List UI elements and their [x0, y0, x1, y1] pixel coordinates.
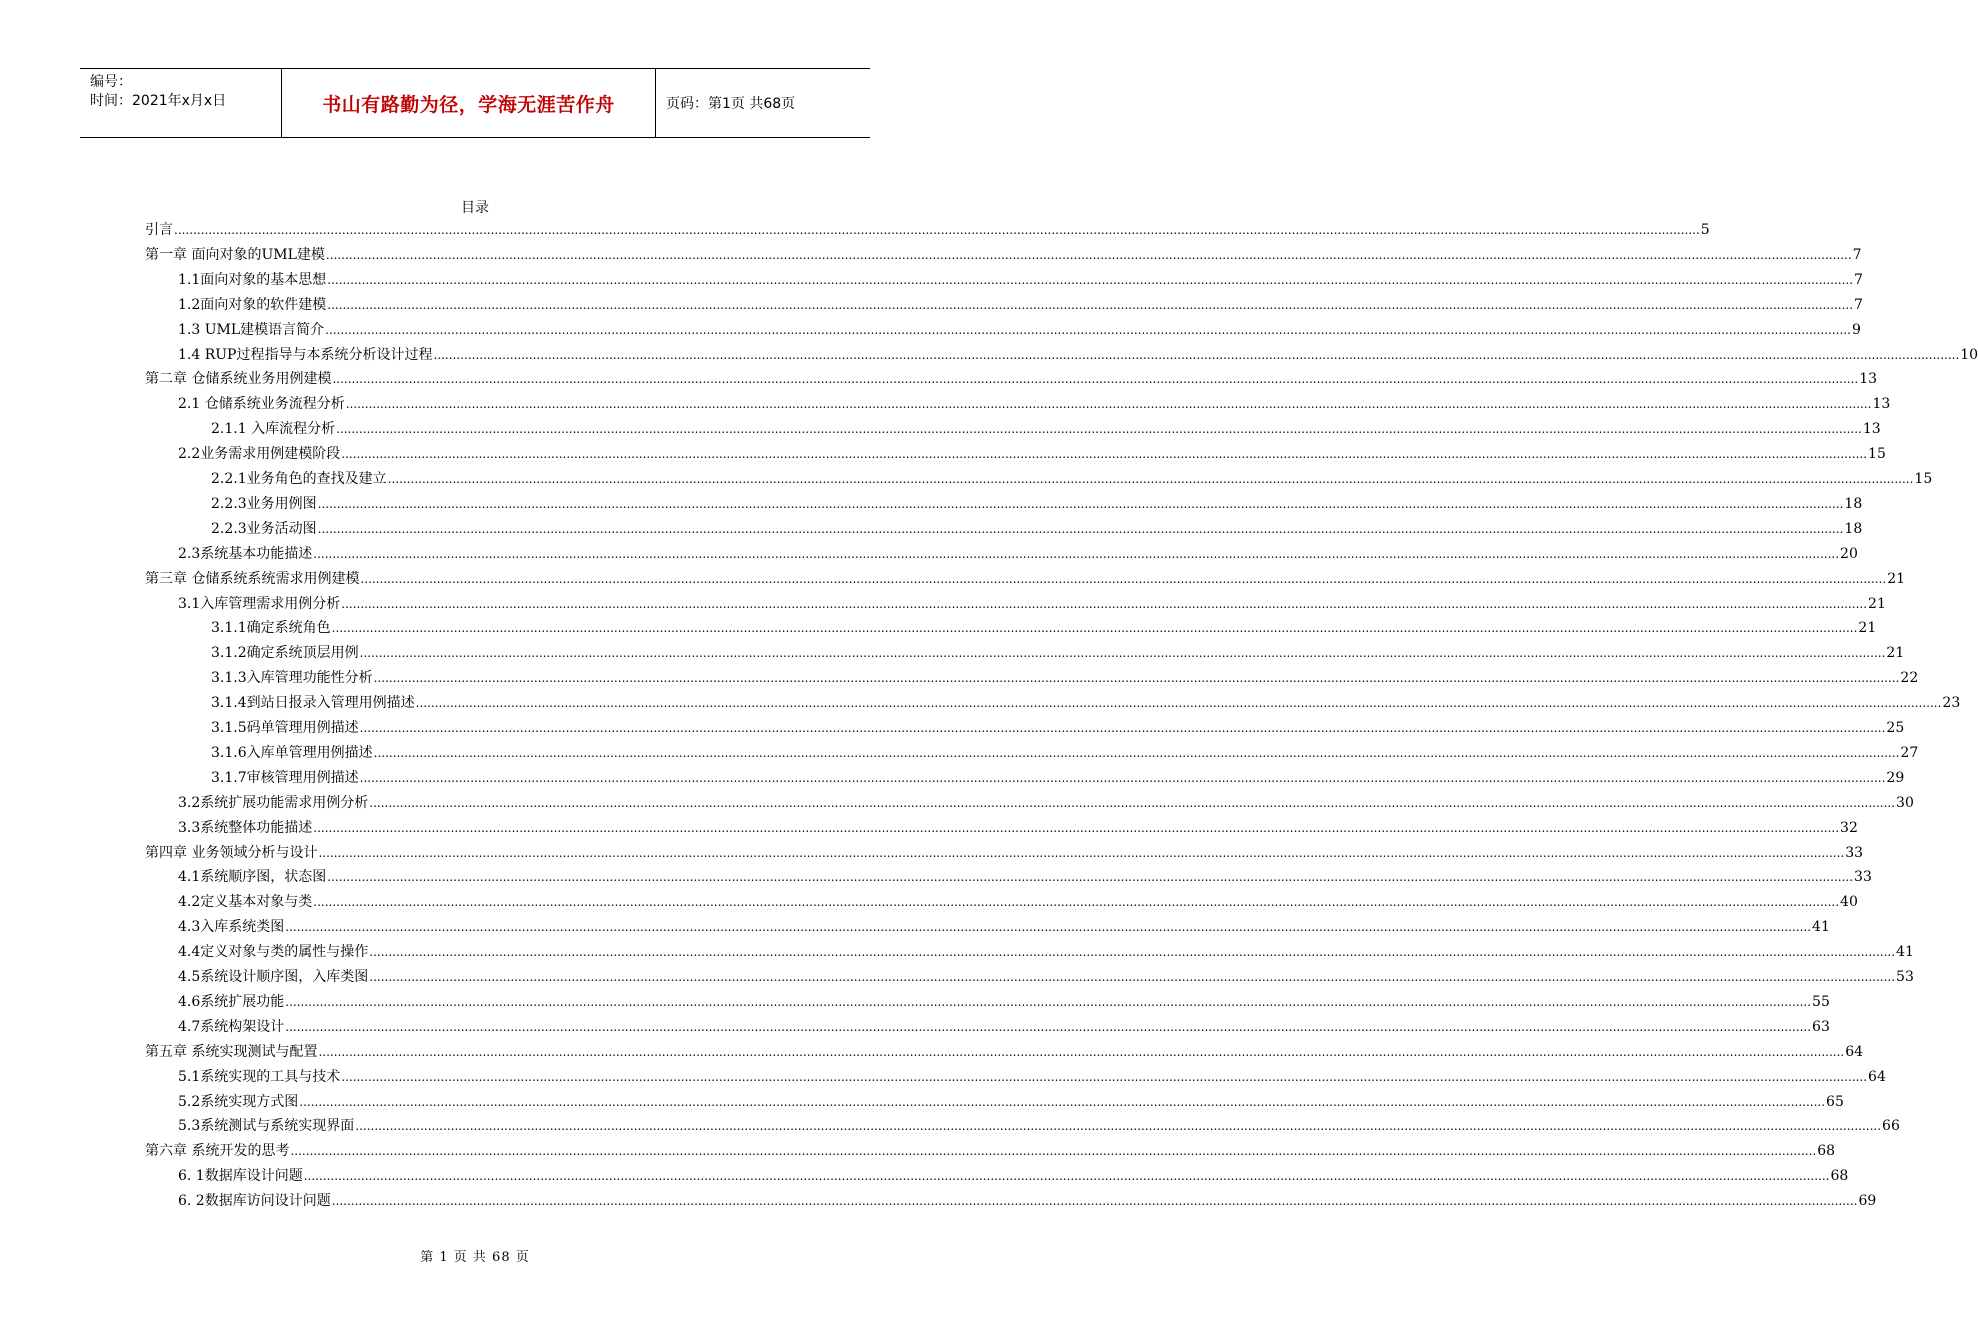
toc-leader-dots: ................................................................................................................................................................................................................................................................................................................................................................................................................ — [341, 596, 1868, 611]
toc-entry-page: 64 — [1845, 1043, 1864, 1060]
toc-leader-dots: ................................................................................................................................................................................................................................................................................................................................................................................................................ — [318, 1044, 1845, 1059]
toc-leader-dots: ................................................................................................................................................................................................................................................................................................................................................................................................................ — [327, 297, 1854, 312]
page-header — [80, 68, 870, 138]
toc-leader-dots: ................................................................................................................................................................................................................................................................................................................................................................................................................ — [285, 994, 1812, 1009]
toc-entry[interactable] — [178, 444, 1886, 464]
toc-entry[interactable] — [211, 768, 1905, 788]
toc-entry-label: 1.1面向对象的基本思想 — [178, 271, 327, 288]
toc-leader-dots: ................................................................................................................................................................................................................................................................................................................................................................................................................ — [327, 870, 1854, 885]
toc-entry-page: 21 — [1868, 595, 1886, 612]
toc-leader-dots: ................................................................................................................................................................................................................................................................................................................................................................................................................ — [373, 745, 1900, 760]
toc-entry[interactable] — [145, 843, 1864, 863]
toc-entry-label: 第六章 系统开发的思考 — [145, 1143, 290, 1160]
toc-entry-page: 41 — [1896, 944, 1914, 961]
toc-entry-page: 40 — [1840, 894, 1858, 911]
toc-entry[interactable] — [178, 594, 1886, 614]
toc-entry-label: 引言 — [145, 222, 173, 238]
toc-leader-dots: ................................................................................................................................................................................................................................................................................................................................................................................................................ — [313, 546, 1840, 561]
toc-entry-page: 68 — [1830, 1168, 1849, 1185]
toc-entry-label: 3.1.3入库管理功能性分析 — [211, 670, 373, 687]
toc-entry-page: 21 — [1886, 645, 1905, 662]
toc-entry-page: 21 — [1887, 570, 1906, 587]
header-info — [80, 69, 282, 137]
toc-entry-page: 55 — [1812, 993, 1830, 1010]
toc-leader-dots: ................................................................................................................................................................................................................................................................................................................................................................................................................ — [345, 397, 1872, 412]
toc-leader-dots: ................................................................................................................................................................................................................................................................................................................................................................................................................ — [373, 671, 1900, 686]
toc-entry-label: 3.1.4到站日报录入管理用例描述 — [211, 695, 415, 712]
toc-entry-label: 6. 2数据库访问设计问题 — [178, 1193, 331, 1210]
toc-entry-page: 21 — [1858, 620, 1877, 637]
toc-leader-dots: ................................................................................................................................................................................................................................................................................................................................................................................................................ — [415, 696, 1942, 711]
toc-entry-label: 2.2业务需求用例建模阶段 — [178, 446, 341, 463]
toc-entry-page: 29 — [1886, 769, 1905, 786]
toc-entry-page: 27 — [1900, 744, 1919, 761]
toc-leader-dots: ................................................................................................................................................................................................................................................................................................................................................................................................................ — [285, 920, 1812, 935]
toc-leader-dots: ................................................................................................................................................................................................................................................................................................................................................................................................................ — [341, 1069, 1868, 1084]
toc-leader-dots: ................................................................................................................................................................................................................................................................................................................................................................................................................ — [285, 1019, 1812, 1034]
toc-leader-dots: ................................................................................................................................................................................................................................................................................................................................................................................................................ — [313, 820, 1840, 835]
toc-entry[interactable] — [178, 394, 1891, 414]
toc-entry-page: 64 — [1868, 1068, 1886, 1085]
toc-entry-page: 7 — [1852, 246, 1862, 263]
toc-leader-dots: ................................................................................................................................................................................................................................................................................................................................................................................................................ — [360, 571, 1887, 586]
toc-leader-dots: ................................................................................................................................................................................................................................................................................................................................................................................................................ — [327, 272, 1854, 287]
toc-entry-label: 3.1入库管理需求用例分析 — [178, 595, 341, 612]
toc-leader-dots: ................................................................................................................................................................................................................................................................................................................................................................................................................ — [325, 247, 1852, 262]
toc-entry[interactable] — [211, 693, 1961, 713]
header-motto: 书山有路勤为径，学海无涯苦作舟 — [282, 69, 656, 137]
toc-leader-dots: ................................................................................................................................................................................................................................................................................................................................................................................................................ — [332, 372, 1859, 387]
toc-entry-page: 68 — [1817, 1143, 1836, 1160]
toc-entry-page: 53 — [1896, 969, 1914, 985]
toc-entry[interactable] — [211, 494, 1863, 514]
toc-entry[interactable] — [178, 917, 1830, 937]
toc-entry-label: 第五章 系统实现测试与配置 — [145, 1043, 318, 1060]
toc-leader-dots: ................................................................................................................................................................................................................................................................................................................................................................................................................ — [355, 1119, 1882, 1134]
toc-entry-label: 第三章 仓储系统系统需求用例建模 — [145, 570, 360, 587]
toc-entry[interactable] — [178, 1116, 1900, 1136]
toc-entry[interactable] — [211, 618, 1877, 638]
toc-entry-label: 4.2定义基本对象与类 — [178, 894, 313, 911]
toc-entry-page: 13 — [1859, 371, 1878, 388]
toc-entry[interactable] — [178, 345, 1978, 365]
toc-entry-label: 1.3 UML建模语言简介 — [178, 321, 325, 338]
toc-entry-page: 20 — [1840, 545, 1858, 562]
toc-entry-label: 3.1.6入库单管理用例描述 — [211, 744, 373, 761]
toc-entry-page: 10 — [1960, 346, 1978, 363]
toc-leader-dots: ................................................................................................................................................................................................................................................................................................................................................................................................................ — [331, 621, 1858, 636]
toc-entry[interactable] — [145, 569, 1906, 589]
toc-entry-label: 2.2.1业务角色的查找及建立 — [211, 471, 387, 487]
toc-leader-dots: ................................................................................................................................................................................................................................................................................................................................................................................................................ — [317, 521, 1844, 536]
toc-entry-page: 66 — [1882, 1118, 1900, 1135]
toc-entry-page: 30 — [1896, 794, 1914, 811]
toc-entry[interactable] — [178, 1166, 1849, 1186]
toc-entry-label: 第四章 业务领域分析与设计 — [145, 844, 318, 861]
toc-entry-label: 3.1.7审核管理用例描述 — [211, 769, 359, 786]
toc-entry-page: 23 — [1942, 695, 1961, 712]
toc-entry-page: 15 — [1914, 471, 1933, 487]
toc-entry-page: 13 — [1862, 421, 1881, 438]
toc-entry-page: 33 — [1845, 844, 1864, 861]
toc-entry[interactable] — [178, 1017, 1830, 1037]
toc-entry[interactable] — [211, 743, 1919, 763]
toc-entry[interactable] — [211, 643, 1905, 663]
toc-entry[interactable] — [178, 992, 1830, 1012]
toc-entry-page: 15 — [1868, 446, 1886, 463]
toc-entry[interactable] — [145, 1141, 1836, 1161]
toc-entry-label: 5.2系统实现方式图 — [178, 1093, 299, 1110]
toc-entry-label: 3.1.5码单管理用例描述 — [211, 720, 359, 736]
toc-entry-page: 33 — [1854, 869, 1872, 886]
toc-entry-label: 4.6系统扩展功能 — [178, 993, 285, 1010]
toc-entry-label: 2.2.3业务活动图 — [211, 520, 317, 537]
toc-entry-label: 第二章 仓储系统业务用例建模 — [145, 371, 332, 388]
toc-leader-dots: ................................................................................................................................................................................................................................................................................................................................................................................................................ — [299, 1094, 1826, 1109]
toc-entry[interactable] — [145, 220, 1710, 240]
header-time: 时间：2021年x月x日 — [90, 93, 227, 109]
toc-entry-label: 4.1系统顺序图，状态图 — [178, 869, 327, 886]
toc-entry[interactable] — [211, 718, 1905, 738]
toc-entry-page: 13 — [1872, 396, 1891, 413]
toc-leader-dots: ................................................................................................................................................................................................................................................................................................................................................................................................................ — [387, 472, 1914, 486]
toc-leader-dots: ................................................................................................................................................................................................................................................................................................................................................................................................................ — [359, 770, 1886, 785]
toc-entry-page: 65 — [1826, 1093, 1844, 1110]
toc-leader-dots: ................................................................................................................................................................................................................................................................................................................................................................................................................ — [325, 322, 1851, 337]
toc-entry-label: 4.4定义对象与类的属性与操作 — [178, 944, 369, 961]
header-page-number: 页码：第1页 共68页 — [666, 96, 796, 112]
toc-entry-page: 7 — [1854, 271, 1863, 288]
toc-entry[interactable] — [145, 369, 1878, 389]
toc-leader-dots: ................................................................................................................................................................................................................................................................................................................................................................................................................ — [341, 447, 1868, 462]
toc-entry[interactable] — [178, 295, 1863, 315]
toc-entry[interactable] — [178, 1092, 1844, 1112]
toc-leader-dots: ................................................................................................................................................................................................................................................................................................................................................................................................................ — [359, 646, 1886, 661]
toc-entry-label: 4.3入库系统类图 — [178, 919, 285, 936]
toc-entry-label: 5.3系统测试与系统实现界面 — [178, 1118, 355, 1135]
header-number: 编号： — [90, 74, 132, 90]
toc-entry-page: 22 — [1900, 670, 1919, 687]
toc-entry-page: 9 — [1851, 321, 1861, 338]
toc-entry[interactable] — [178, 967, 1914, 987]
toc-entry[interactable] — [211, 469, 1933, 489]
toc-entry-label: 4.5系统设计顺序图，入库类图 — [178, 969, 369, 985]
toc-title: 目录 — [461, 200, 489, 216]
toc-entry[interactable] — [178, 1067, 1886, 1087]
toc-leader-dots: ................................................................................................................................................................................................................................................................................................................................................................................................................ — [433, 347, 1960, 362]
toc-leader-dots: ................................................................................................................................................................................................................................................................................................................................................................................................................ — [369, 795, 1896, 810]
toc-entry-label: 2.1.1 入库流程分析 — [211, 421, 336, 438]
toc-entry-label: 1.4 RUP过程指导与本系统分析设计过程 — [178, 346, 433, 363]
toc-entry-label: 4.7系统构架设计 — [178, 1018, 285, 1035]
toc-entry-label: 3.2系统扩展功能需求用例分析 — [178, 794, 369, 811]
toc-entry-page: 63 — [1812, 1018, 1830, 1035]
toc-entry-label: 第一章 面向对象的UML建模 — [145, 246, 325, 263]
toc-entry[interactable] — [145, 245, 1862, 265]
toc-leader-dots: ................................................................................................................................................................................................................................................................................................................................................................................................................ — [290, 1144, 1817, 1159]
toc-entry[interactable] — [145, 1042, 1864, 1062]
toc-entry-label: 3.1.1确定系统角色 — [211, 620, 331, 637]
toc-leader-dots: ................................................................................................................................................................................................................................................................................................................................................................................................................ — [369, 970, 1896, 984]
toc-leader-dots: ................................................................................................................................................................................................................................................................................................................................................................................................................ — [318, 845, 1845, 860]
toc-entry[interactable] — [178, 892, 1858, 912]
toc-entry-page: 41 — [1812, 919, 1830, 936]
page-footer: 第 1 页 共 68 页 — [420, 1250, 530, 1265]
toc-entry[interactable] — [211, 668, 1919, 688]
toc-entry-page: 69 — [1858, 1193, 1877, 1210]
toc-leader-dots: ................................................................................................................................................................................................................................................................................................................................................................................................................ — [336, 422, 1862, 437]
toc-entry-page: 5 — [1700, 222, 1710, 238]
toc-entry[interactable] — [178, 942, 1914, 962]
toc-entry[interactable] — [178, 867, 1872, 887]
toc-entry-label: 2.1 仓储系统业务流程分析 — [178, 396, 345, 413]
toc-entry[interactable] — [178, 818, 1858, 838]
toc-leader-dots: ................................................................................................................................................................................................................................................................................................................................................................................................................ — [174, 223, 1700, 237]
toc-entry[interactable] — [178, 1191, 1877, 1211]
toc-leader-dots: ................................................................................................................................................................................................................................................................................................................................................................................................................ — [313, 895, 1840, 910]
toc-entry[interactable] — [211, 419, 1881, 439]
toc-entry[interactable] — [211, 519, 1863, 539]
toc-entry-page: 25 — [1886, 720, 1905, 736]
toc-leader-dots: ................................................................................................................................................................................................................................................................................................................................................................................................................ — [331, 1194, 1858, 1209]
toc-entry[interactable] — [178, 544, 1858, 564]
toc-entry-label: 3.1.2确定系统顶层用例 — [211, 645, 359, 662]
toc-entry-page: 32 — [1840, 819, 1858, 836]
toc-entry-label: 2.3系统基本功能描述 — [178, 545, 313, 562]
toc-entry-label: 2.2.3业务用例图 — [211, 495, 317, 512]
toc-entry-label: 5.1系统实现的工具与技术 — [178, 1068, 341, 1085]
toc-entry-label: 6. 1数据库设计问题 — [178, 1168, 303, 1185]
toc-leader-dots: ................................................................................................................................................................................................................................................................................................................................................................................................................ — [317, 496, 1844, 511]
toc-entry[interactable] — [178, 270, 1863, 290]
toc-entry[interactable] — [178, 793, 1914, 813]
toc-entry-page: 18 — [1844, 495, 1863, 512]
toc-entry-page: 18 — [1844, 520, 1863, 537]
toc-entry[interactable] — [178, 320, 1861, 340]
toc-entry-label: 3.3系统整体功能描述 — [178, 819, 313, 836]
toc-leader-dots: ................................................................................................................................................................................................................................................................................................................................................................................................................ — [303, 1169, 1830, 1184]
toc-leader-dots: ................................................................................................................................................................................................................................................................................................................................................................................................................ — [359, 721, 1886, 735]
toc-leader-dots: ................................................................................................................................................................................................................................................................................................................................................................................................................ — [369, 945, 1896, 960]
toc-entry-label: 1.2面向对象的软件建模 — [178, 296, 327, 313]
toc-entry-page: 7 — [1854, 296, 1863, 313]
